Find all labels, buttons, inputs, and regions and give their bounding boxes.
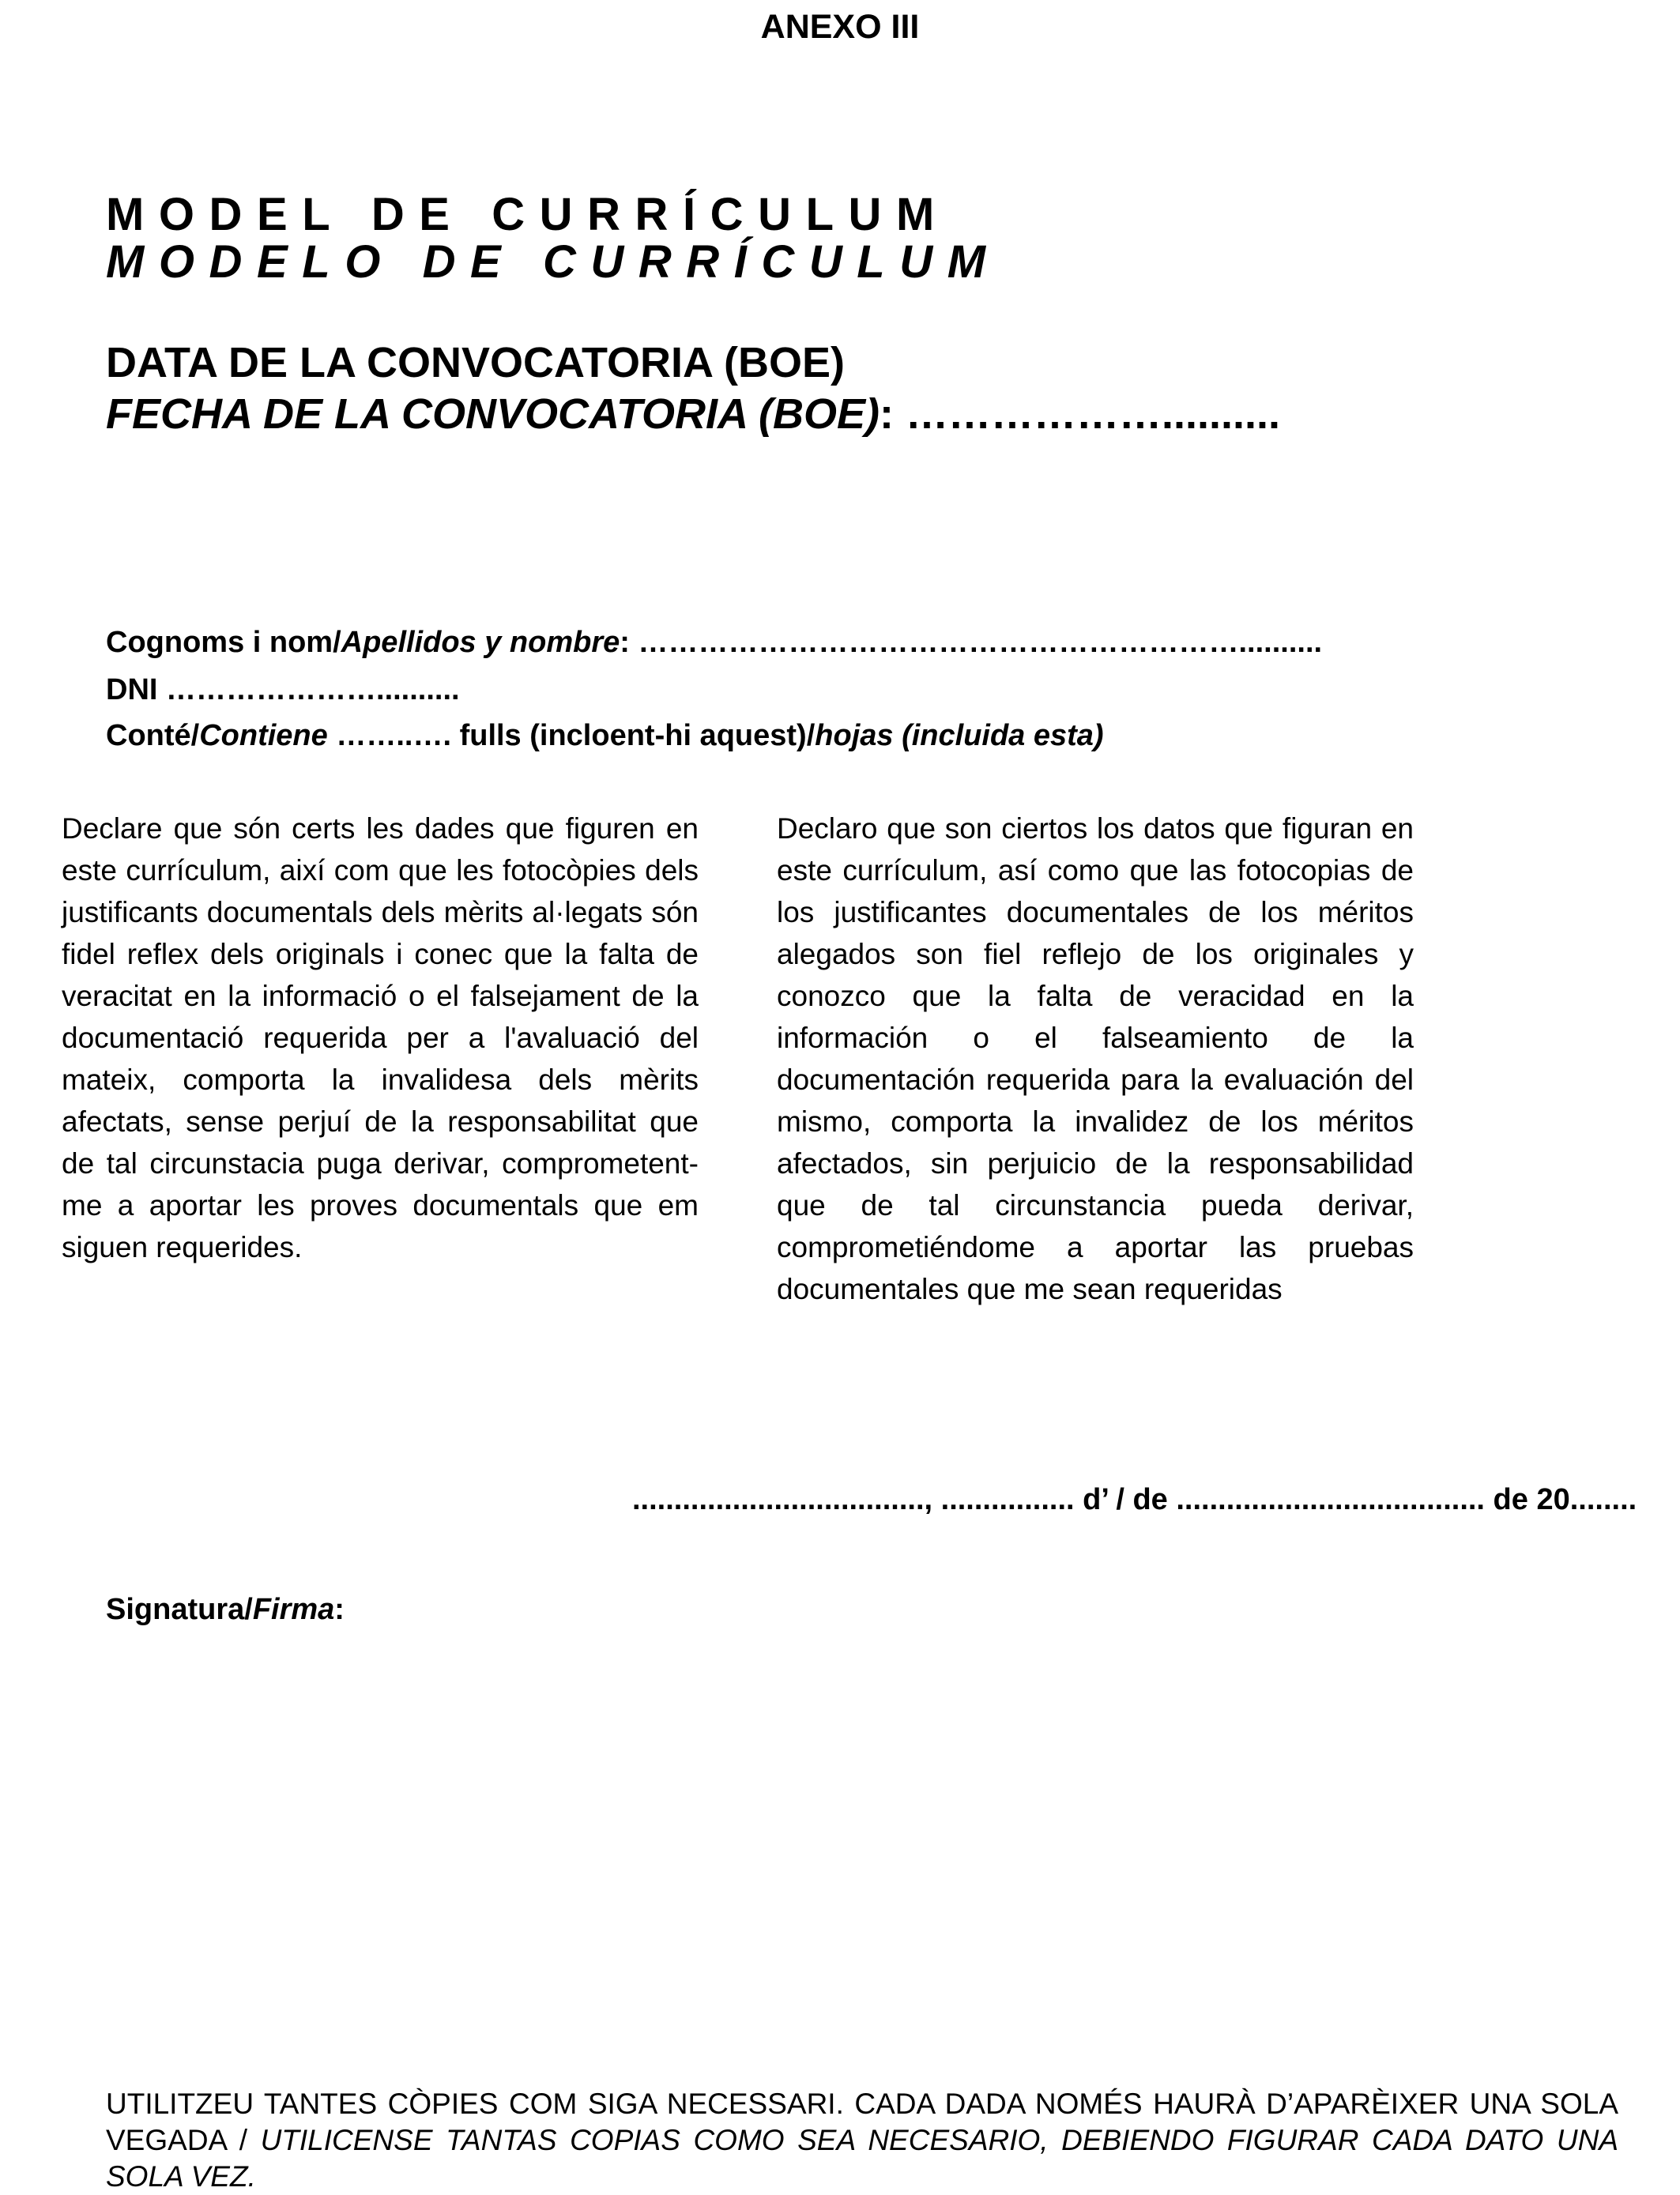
- contains-label-catalan: Conté/: [106, 719, 200, 752]
- contains-label-spanish: Contiene: [199, 719, 328, 752]
- footer-note-spanish: UTILICENSE TANTAS COPIAS COMO SEA NECESARIO, DEBIENDO FIGURAR CADA DATO UNA SOLA VEZ.: [106, 2124, 1618, 2193]
- dni-field[interactable]: [106, 673, 460, 707]
- name-blank[interactable]: ……………………………………………………..........: [629, 626, 1323, 659]
- convocatoria-date-colon: :: [880, 390, 894, 438]
- annex-heading: ANEXO III: [760, 8, 920, 46]
- pages-suffix-catalan: fulls (incloent-hi aquest)/: [459, 719, 816, 752]
- declaration-spanish: Declaro que son ciertos los datos que figuran en este currículum, así como que las fotocopias de los justificantes documentales de los méritos alegados son fiel reflejo de los originales y conozco que la falta de veracidad en la información o el falseamiento de la documentación requerida para la evaluación del mismo, comporta la invalidez de los méritos afectados, sin perjuicio de la responsabilidad que de tal circunstancia pueda derivar, comprometiéndome a aportar las pruebas documentales que me sean requeridas: [777, 812, 1414, 1305]
- signature-field[interactable]: [106, 1593, 345, 1627]
- declaration-catalan: Declare que són certs les dades que figuren en este currículum, així com que les fotocòpies dels justificants documentals dels mèrits al·legats són fidel reflex dels originals i conec que la falta de veracitat en la informació o el falsejament de la documentació requerida per a l'avaluació del mateix, comporta la invalidesa dels mèrits afectats, sense perjuí de la responsabilitat que de tal circunstacia puga derivar, comprometent-me a aportar les proves documentals que em siguen requerides.: [62, 812, 699, 1263]
- name-field[interactable]: [106, 626, 1322, 660]
- name-label-catalan: Cognoms i nom/: [106, 626, 341, 659]
- model-title-spanish: MODELO DE CURRÍCULUM: [106, 236, 1000, 288]
- model-title-catalan: MODEL DE CURRÍCULUM: [106, 189, 949, 240]
- pages-count-field[interactable]: [106, 719, 1104, 753]
- convocatoria-date-blank[interactable]: ………………..........: [893, 390, 1281, 438]
- dni-blank[interactable]: …………………..........: [157, 673, 460, 706]
- footer-note-catalan: UTILITZEU TANTES CÒPIES COM SIGA NECESSARI. CADA DADA NOMÉS HAURÀ D’APARÈIXER UNA SOLA VEGADA /: [106, 2088, 1618, 2156]
- convocatoria-date-catalan: DATA DE LA CONVOCATORIA (BOE): [106, 339, 845, 386]
- place-date-line[interactable]: ..................................., ................ d’ / de ..................................... de 20........: [632, 1483, 1637, 1516]
- signature-label-catalan: Signatura/: [106, 1593, 253, 1626]
- footer-note: [106, 2086, 1618, 2195]
- name-colon: :: [620, 626, 630, 659]
- convocatoria-date-label-spanish: FECHA DE LA CONVOCATORIA (BOE): [106, 390, 880, 438]
- name-label-spanish: Apellidos y nombre: [341, 626, 620, 659]
- dni-label: DNI: [106, 673, 158, 706]
- pages-suffix-spanish: hojas (incluida esta): [815, 719, 1104, 752]
- signature-colon: :: [334, 1593, 345, 1626]
- pages-count-blank[interactable]: ……..….: [327, 719, 460, 752]
- convocatoria-date-field[interactable]: [106, 390, 1280, 439]
- signature-label-spanish: Firma: [252, 1593, 335, 1626]
